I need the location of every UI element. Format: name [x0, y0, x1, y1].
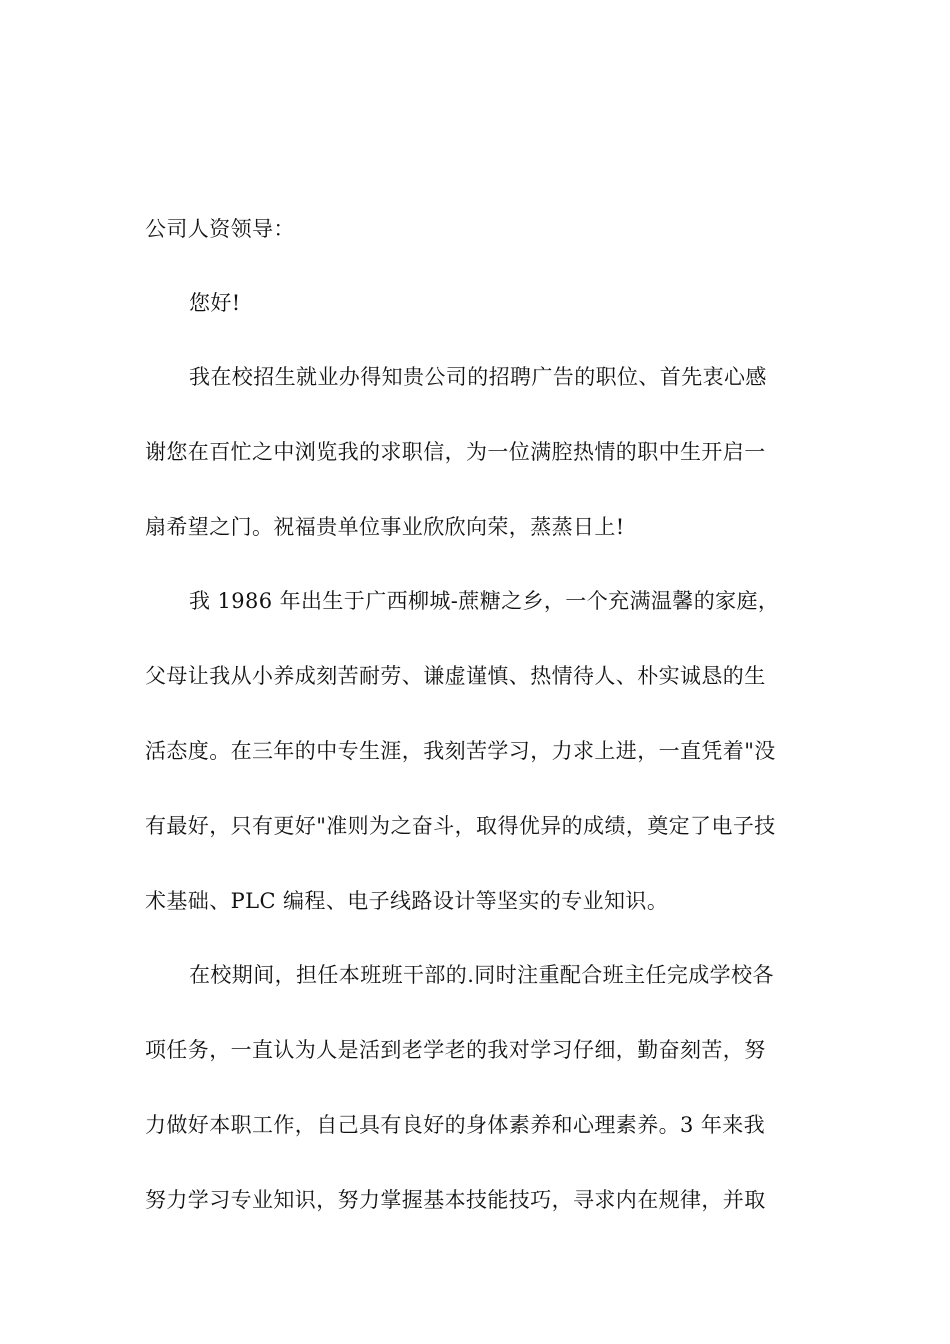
- letter-body: [145, 205, 807, 1225]
- paragraph-line: 父母让我从小养成刻苦耐劳、谦虚谨慎、热情待人、朴实诚恳的生: [145, 664, 766, 688]
- paragraph-line: 我在校招生就业办得知贵公司的招聘广告的职位、首先衷心感: [189, 365, 767, 389]
- paragraph-line: 活态度。在三年的中专生涯，我刻苦学习，力求上进，一直凭着"没: [145, 739, 776, 763]
- paragraph-line: 术基础、PLC 编程、电子线路设计等坚实的专业知识。: [145, 889, 669, 913]
- paragraph-1: [145, 353, 807, 552]
- greeting: 您好!: [189, 291, 241, 315]
- paragraph-line: 项任务，一直认为人是活到老学老的我对学习仔细，勤奋刻苦，努: [145, 1038, 766, 1062]
- paragraph-line: 扇希望之门。祝福贵单位事业欣欣向荣，蒸蒸日上!: [145, 515, 625, 539]
- paragraph-line: 我 1986 年出生于广西柳城-蔗糖之乡，一个充满温馨的家庭，: [189, 589, 780, 613]
- paragraph-line: 有最好，只有更好"准则为之奋斗，取得优异的成绩，奠定了电子技: [145, 814, 776, 838]
- paragraph-2: [145, 577, 807, 926]
- salutation: 公司人资领导：: [145, 217, 295, 241]
- paragraph-line: 在校期间，担任本班班干部的.同时注重配合班主任完成学校各: [189, 963, 774, 987]
- paragraph-line: 力做好本职工作，自己具有良好的身体素养和心理素养。3 年来我: [145, 1113, 766, 1137]
- paragraph-line: 努力学习专业知识，努力掌握基本技能技巧，寻求内在规律，并取: [145, 1188, 766, 1212]
- paragraph-line: 谢您在百忙之中浏览我的求职信，为一位满腔热情的职中生开启一: [145, 440, 766, 464]
- paragraph-3: [145, 951, 807, 1225]
